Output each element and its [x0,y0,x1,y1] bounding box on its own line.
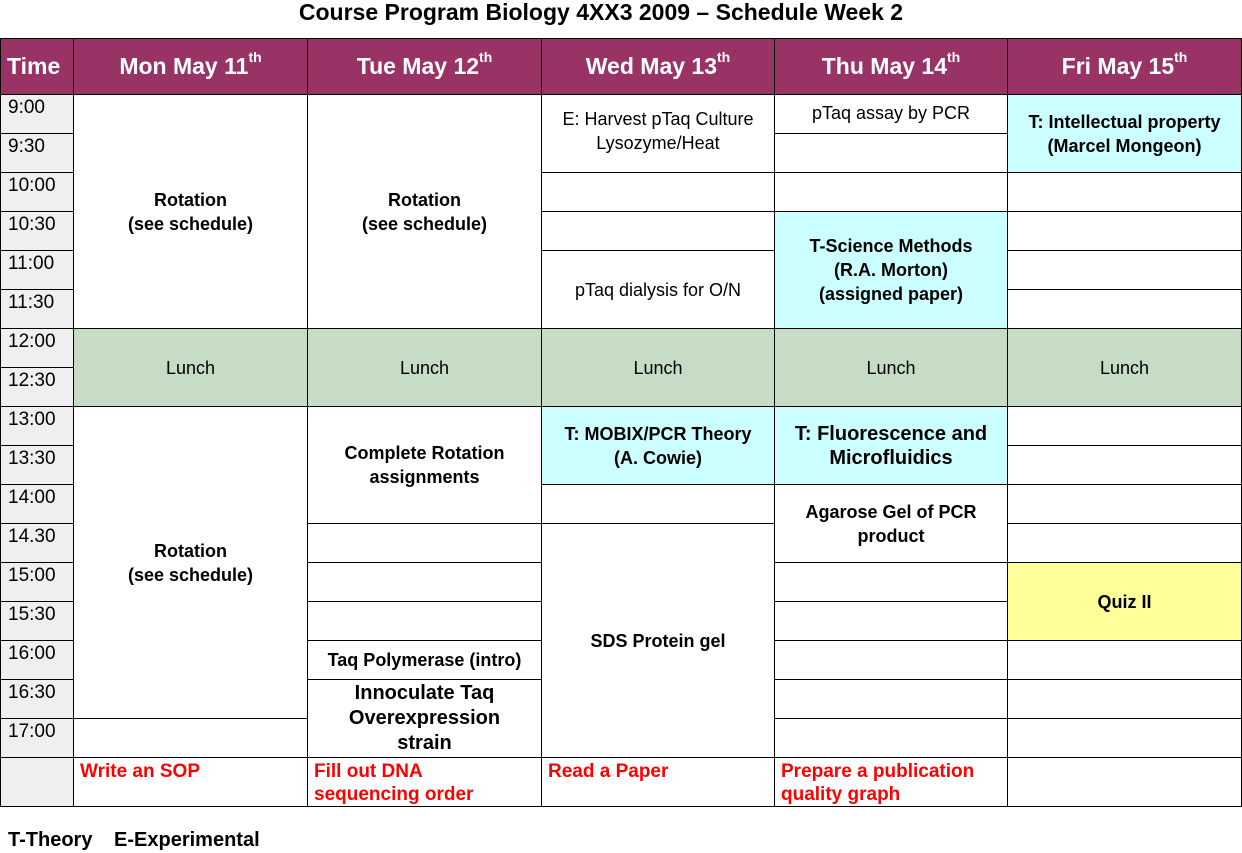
wed-sds-protein-gel: SDS Protein gel [542,524,775,758]
empty-cell [1008,524,1242,563]
fri-intellectual-property [1008,95,1242,173]
empty-cell [1008,719,1242,758]
empty-cell [542,485,775,524]
note-text: Read a Paper [548,761,669,782]
header-row [1,39,1242,95]
time-slot: 13:00 [1,407,74,446]
day-suffix: th [479,49,493,65]
day-header-fri [1008,39,1242,95]
thu-agarose-gel [775,485,1008,563]
time-slot: 10:00 [1,173,74,212]
note-thu [775,758,1008,807]
tue-taq-polymerase: Taq Polymerase (intro) [308,641,542,680]
table-row [1,329,1242,368]
lunch-cell: Lunch [308,329,542,407]
empty-cell [308,602,542,641]
time-slot: 11:30 [1,290,74,329]
day-header-mon [74,39,308,95]
empty-cell [308,524,542,563]
time-slot: 14:00 [1,485,74,524]
event-subtitle: (A. Cowie) [614,447,702,468]
time-slot: 16:30 [1,680,74,719]
event-subtitle: (see schedule) [361,213,488,234]
empty-cell [1008,641,1242,680]
event-subtitle: Overexpression [348,707,501,729]
notes-row [1,758,1242,807]
event-title: Rotation [154,540,227,561]
empty-cell [542,173,775,212]
event-title: Rotation [388,189,461,210]
time-slot: 16:00 [1,641,74,680]
table-row [1,95,1242,134]
empty-cell [308,563,542,602]
tue-complete-rotation [308,407,542,524]
event-subtitle: (see schedule) [127,213,254,234]
lunch-cell: Lunch [74,329,308,407]
day-suffix: th [1174,49,1188,65]
event-subtitle: strain [397,732,452,754]
empty-cell [1008,680,1242,719]
event-title: T: Intellectual property [1028,111,1221,132]
thu-ptaq-assay: pTaq assay by PCR [775,95,1008,134]
event-title: E: Harvest pTaq Culture [562,109,754,129]
event-title: Rotation [154,189,227,210]
event-subtitle: product [857,525,925,546]
event-subtitle: assignments [369,467,480,487]
note-text: Prepare a publication [781,761,975,782]
mon-rotation-pm [74,407,308,719]
event-subtitle: Lysozyme/Heat [596,133,720,153]
schedule-title: Course Program Biology 4XX3 2009 – Schedule Week 2 [298,0,904,25]
event-subtitle: (assigned paper) [818,284,964,304]
note-text: sequencing order [314,784,474,805]
empty-cell [775,602,1008,641]
empty-cell [1008,173,1242,212]
time-slot: 17:00 [1,719,74,758]
time-slot: 15:30 [1,602,74,641]
wed-mobix-theory [542,407,775,485]
time-slot: 9:00 [1,95,74,134]
day-label: Mon May 11 [119,53,249,79]
note-text: Write an SOP [80,761,201,782]
lunch-cell: Lunch [1008,329,1242,407]
day-label: Tue May 12 [356,53,480,79]
day-label: Fri May 15 [1061,53,1175,79]
empty-cell [1008,485,1242,524]
note-fri [1008,758,1242,807]
legend-experimental: E-Experimental [114,829,260,851]
time-slot: 14.30 [1,524,74,563]
tue-innoculate [308,680,542,758]
thu-fluorescence [775,407,1008,485]
time-slot: 9:30 [1,134,74,173]
event-title: T: Fluorescence and [794,422,988,445]
day-header-wed [542,39,775,95]
legend [8,829,260,852]
time-slot: 10:30 [1,212,74,251]
empty-cell [775,563,1008,602]
time-slot: 13:30 [1,446,74,485]
empty-cell [775,719,1008,758]
empty-cell [542,212,775,251]
empty-cell [1008,290,1242,329]
empty-cell [775,680,1008,719]
empty-cell [1008,212,1242,251]
day-label: Wed May 13 [585,53,718,79]
event-subtitle: (Marcel Mongeon) [1047,135,1202,156]
empty-cell [775,173,1008,212]
wed-harvest-culture [542,95,775,173]
empty-cell [74,719,308,758]
lunch-cell: Lunch [542,329,775,407]
empty-cell [1008,407,1242,446]
day-header-tue [308,39,542,95]
event-title: Agarose Gel of PCR [805,501,977,522]
note-wed [542,758,775,807]
day-suffix: th [248,49,262,65]
tue-rotation-am [308,95,542,329]
note-text: Fill out DNA [314,761,423,782]
lunch-cell: Lunch [775,329,1008,407]
empty-cell [1008,251,1242,290]
empty-cell [1008,446,1242,485]
empty-cell [775,134,1008,173]
event-title: T: MOBIX/PCR Theory [564,423,752,444]
note-mon [74,758,308,807]
event-subtitle: (R.A. Morton) [834,260,948,280]
day-suffix: th [947,49,961,65]
event-subtitle: (see schedule) [127,564,254,585]
time-slot: 12:00 [1,329,74,368]
event-title: T-Science Methods [809,236,973,256]
time-slot: 11:00 [1,251,74,290]
schedule-table [0,38,1242,807]
event-title: Complete Rotation [344,443,505,463]
note-text: quality graph [781,784,901,805]
note-tue [308,758,542,807]
time-slot: 12:30 [1,368,74,407]
table-row [1,407,1242,446]
time-column-header: Time [1,39,74,95]
fri-quiz: Quiz II [1008,563,1242,641]
day-label: Thu May 14 [821,53,948,79]
day-suffix: th [717,49,731,65]
event-title: Innoculate Taq [354,682,495,704]
empty-cell [1,758,74,807]
time-slot: 15:00 [1,563,74,602]
mon-rotation-am [74,95,308,329]
legend-theory: T-Theory [8,829,93,851]
event-subtitle: Microfluidics [829,446,953,469]
empty-cell [775,641,1008,680]
thu-science-methods [775,212,1008,329]
wed-dialysis: pTaq dialysis for O/N [542,251,775,329]
day-header-thu [775,39,1008,95]
